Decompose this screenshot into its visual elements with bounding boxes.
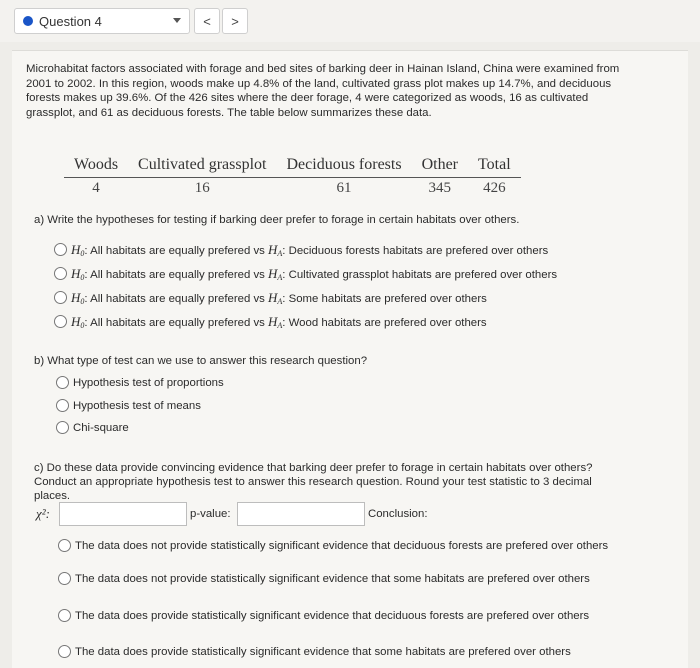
- radio-button[interactable]: [54, 315, 67, 328]
- part-a-option[interactable]: $H_0$: All habitats are equally prefered vs $H_A$: Wood habitats are prefered over others: [54, 315, 487, 333]
- p-value-input[interactable]: [237, 502, 365, 526]
- top-bar: [0, 0, 700, 42]
- habitat-table: [64, 154, 521, 199]
- chevron-left-icon: <: [203, 13, 211, 29]
- question-selector[interactable]: [14, 8, 190, 34]
- part-c-question: c) Do these data provide convincing evidence that barking deer prefer to forage in certain habitats over others? Conduct an appropriate hypothesis test to answer this research question. Round your test statistic to 3 decimal places.: [34, 462, 593, 502]
- radio-button[interactable]: [54, 243, 67, 256]
- previous-question-button[interactable]: [194, 8, 220, 34]
- part-a-option[interactable]: $H_0$: All habitats are equally prefered vs $H_A$: Deciduous forests habitats are prefered over others: [54, 243, 548, 261]
- part-c-option[interactable]: The data does not provide statistically significant evidence that deciduous forests are prefered over others: [58, 539, 628, 553]
- part-a-option[interactable]: $H_0$: All habitats are equally prefered vs $H_A$: Cultivated grassplot habitats are prefered over others: [54, 267, 557, 285]
- part-b-option[interactable]: Hypothesis test of proportions: [56, 376, 224, 390]
- part-c-option[interactable]: The data does provide statistically significant evidence that some habitats are prefered over others: [58, 645, 648, 659]
- p-value-label: p-value:: [190, 508, 231, 520]
- table-header: Cultivated grassplot: [128, 154, 276, 178]
- table-cell: 16: [194, 180, 210, 196]
- radio-button[interactable]: [56, 399, 69, 412]
- chi-square-label: χ²:: [36, 506, 50, 521]
- part-a-option[interactable]: $H_0$: All habitats are equally prefered vs $H_A$: Some habitats are prefered over others: [54, 291, 487, 309]
- table-cell: 4: [92, 180, 100, 196]
- table-header: Woods: [64, 154, 128, 178]
- radio-button[interactable]: [58, 572, 71, 585]
- radio-button[interactable]: [58, 645, 71, 658]
- chevron-right-icon: >: [231, 13, 239, 29]
- radio-button[interactable]: [54, 267, 67, 280]
- radio-button[interactable]: [56, 376, 69, 389]
- radio-button[interactable]: [58, 609, 71, 622]
- next-question-button[interactable]: [222, 8, 248, 34]
- radio-button[interactable]: [56, 421, 69, 434]
- chi-square-input[interactable]: [59, 502, 187, 526]
- part-b-question: b) What type of test can we use to answer this research question?: [34, 355, 368, 367]
- table-cell: 61: [336, 180, 352, 196]
- part-b-option[interactable]: Chi-square: [56, 421, 129, 435]
- part-c-option[interactable]: The data does provide statistically significant evidence that deciduous forests are prefered over others: [58, 609, 628, 623]
- table-header: Total: [468, 154, 521, 178]
- part-b-option[interactable]: Hypothesis test of means: [56, 399, 201, 413]
- table-header-row: [64, 154, 521, 178]
- table-cell: 426: [483, 180, 506, 196]
- chevron-down-icon: [173, 18, 181, 23]
- radio-button[interactable]: [54, 291, 67, 304]
- radio-button[interactable]: [58, 539, 71, 552]
- question-selector-label: Question 4: [39, 13, 102, 29]
- part-c-option[interactable]: The data does not provide statistically significant evidence that some habitats are prefered over others: [58, 572, 628, 586]
- question-intro: Microhabitat factors associated with forage and bed sites of barking deer in Hainan Island, China were examined from 2001 to 2002. In this region, woods make up 4.8% of the land, cultivated grass plot makes up 14.7%, and deciduous forests makes up 39.6%. Of the 426 sites where the deer forage, 4 were categorized as woods, 16 as cultivated grassplot, and 61 as deciduous forests. The table below summarizes these data.: [26, 63, 620, 119]
- table-cell: 345: [428, 180, 452, 196]
- table-header: Deciduous forests: [276, 154, 411, 178]
- status-dot-icon: [23, 16, 33, 26]
- conclusion-label: Conclusion:: [368, 508, 428, 520]
- table-row: [64, 178, 521, 200]
- table-header: Other: [412, 154, 468, 178]
- part-a-question: a) Write the hypotheses for testing if barking deer prefer to forage in certain habitats over others.: [34, 214, 520, 226]
